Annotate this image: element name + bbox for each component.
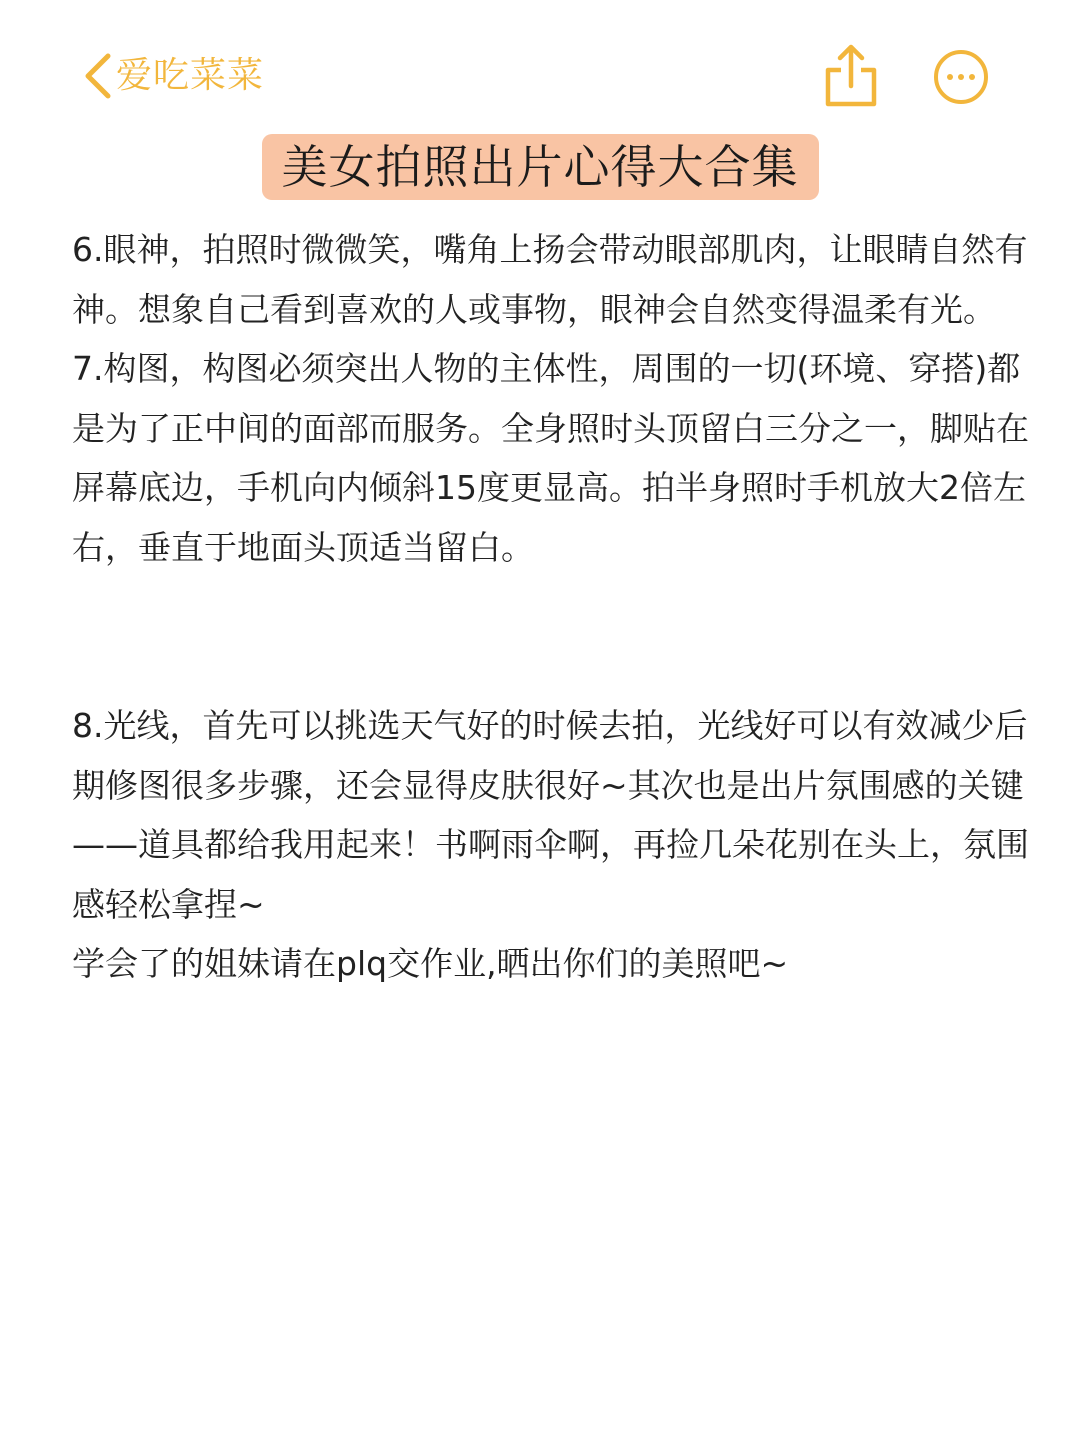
title-area [0, 134, 1080, 200]
paragraph-spacer [72, 577, 1032, 696]
top-nav-bar [0, 0, 1080, 130]
paragraph-composition: 7.构图，构图必须突出人物的主体性，周围的一切(环境、穿搭)都是为了正中间的面部而服务。全身照时头顶留白三分之一，脚贴在屏幕底边，手机向内倾斜15度更显高。拍半身照时手机放大2倍左右，垂直于地面头顶适当留白。 [72, 349, 1029, 567]
back-label: 爱吃菜菜 [116, 55, 265, 96]
back-button[interactable] [80, 46, 264, 106]
title-highlight [262, 134, 819, 200]
paragraph-eyes: 6.眼神，拍照时微微笑，嘴角上扬会带动眼部肌肉，让眼睛自然有神。想象自己看到喜欢的人或事物，眼神会自然变得温柔有光。 [72, 230, 1028, 329]
more-icon[interactable] [932, 48, 990, 106]
share-icon[interactable] [822, 42, 880, 110]
note-body [72, 220, 1032, 994]
chevron-left-icon [80, 48, 114, 104]
paragraph-lighting: 8.光线，首先可以挑选天气好的时候去拍，光线好可以有效减少后期修图很多步骤，还会显得皮肤很好~其次也是出片氛围感的关键——道具都给我用起来！书啊雨伞啊，再捡几朵花别在头上，氛围感轻松拿捏~ [72, 706, 1029, 924]
page-title: 美女拍照出片心得大合集 [281, 140, 799, 194]
paragraph-closing: 学会了的姐妹请在plq交作业,晒出你们的美照吧~ [72, 944, 789, 983]
